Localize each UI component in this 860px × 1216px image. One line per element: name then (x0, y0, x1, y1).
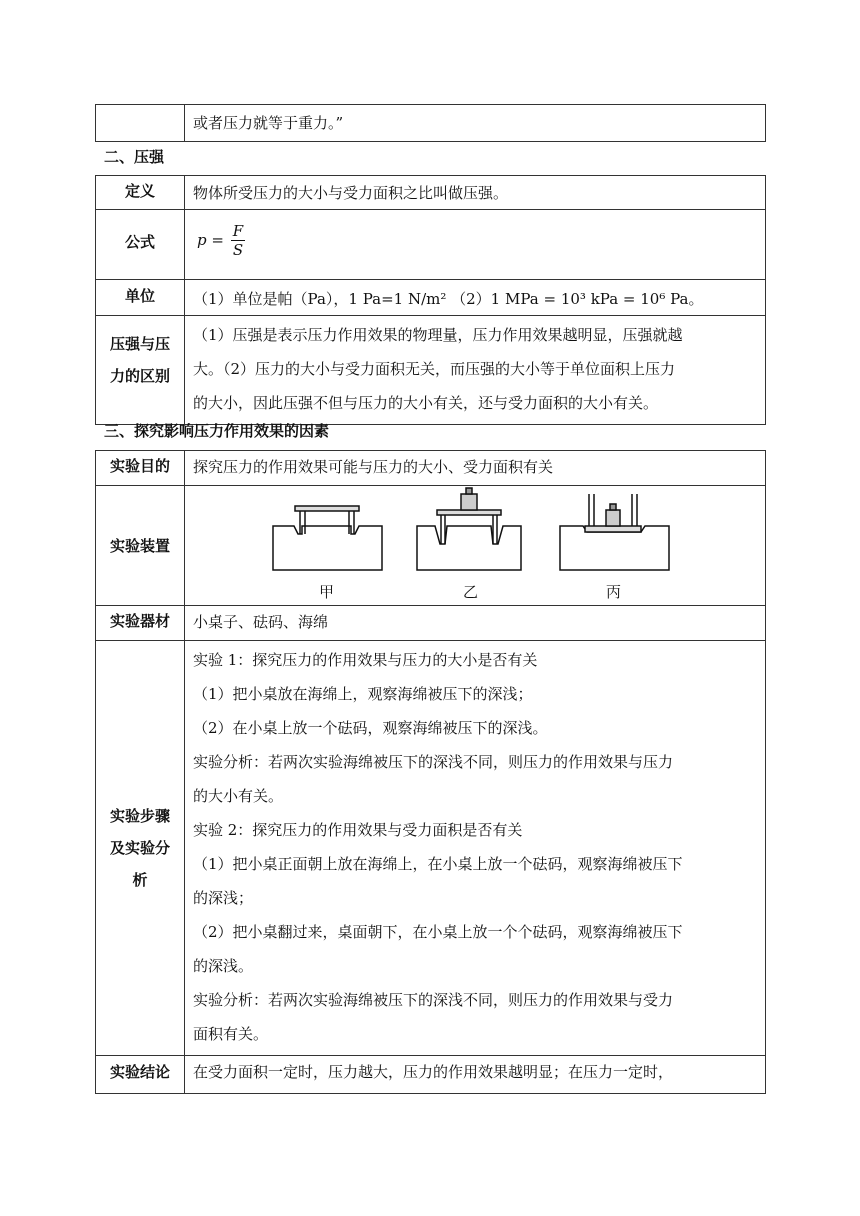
steps-label-2: 及实验分 (109, 839, 170, 857)
equipment-value: 小桌子、砝码、海绵 (193, 613, 329, 631)
steps-label-1: 实验步骤 (109, 807, 170, 825)
step-line: 的深浅； (193, 889, 254, 907)
equipment-key (96, 606, 185, 641)
conclusion-label: 实验结论 (109, 1063, 170, 1081)
step-line: 实验 2：探究压力的作用效果与受力面积是否有关 (193, 821, 523, 839)
section3-heading: 三、探究影响压力作用效果的因素 (104, 422, 330, 440)
unit-key (96, 280, 185, 316)
formula (197, 222, 245, 259)
unit-cell (185, 280, 766, 316)
conclusion-key (96, 1056, 185, 1094)
unit-value: （1）单位是帕（Pa），1 Pa=1 N/m² （2）1 MPa = 10³ kPa = 10⁶ Pa。 (193, 290, 704, 308)
sponge-yi (417, 488, 521, 570)
step-line: 的深浅。 (193, 957, 254, 975)
experiment-table (95, 450, 766, 1094)
difference-cell (185, 316, 766, 425)
difference-line: 大。（2）压力的大小与受力面积无关，而压强的大小等于单位面积上压力 (193, 360, 676, 378)
formula-fraction (231, 222, 245, 259)
difference-label-2: 力的区别 (109, 367, 170, 385)
purpose-cell (185, 451, 766, 486)
purpose-label: 实验目的 (109, 457, 170, 475)
formula-equals: = (211, 230, 224, 249)
formula-label: 公式 (124, 233, 155, 251)
equipment-label: 实验器材 (109, 612, 170, 630)
definition-cell (185, 176, 766, 210)
top-empty-cell (96, 105, 185, 142)
step-line: 的大小有关。 (193, 787, 284, 805)
step-line: （1）把小桌放在海绵上，观察海绵被压下的深浅； (193, 685, 533, 703)
pressure-table (95, 175, 766, 425)
steps-label-3: 析 (132, 871, 148, 889)
top-table (95, 104, 766, 142)
definition-label: 定义 (124, 182, 155, 200)
section2-heading: 二、压强 (104, 148, 165, 166)
top-text: 或者压力就等于重力。” (193, 114, 344, 132)
difference-line: （1）压强是表示压力作用效果的物理量，压力作用效果越明显，压强就越 (193, 326, 683, 344)
definition-key (96, 176, 185, 210)
purpose-key (96, 451, 185, 486)
apparatus-label: 实验装置 (109, 536, 170, 555)
label-bing: 丙 (606, 583, 622, 601)
top-text-cell (185, 105, 766, 142)
formula-cell (185, 210, 766, 280)
step-line: 面积有关。 (193, 1025, 269, 1043)
steps-key (96, 641, 185, 1056)
formula-key (96, 210, 185, 280)
difference-label-1: 压强与压 (109, 335, 170, 353)
conclusion-cell (185, 1056, 766, 1094)
equipment-cell (185, 606, 766, 641)
step-line: （1）把小桌正面朝上放在海绵上，在小桌上放一个砝码，观察海绵被压下 (193, 855, 683, 873)
step-line: 实验 1：探究压力的作用效果与压力的大小是否有关 (193, 651, 538, 669)
sponge-bing (560, 494, 669, 570)
conclusion-value: 在受力面积一定时，压力越大，压力的作用效果越明显；在压力一定时， (193, 1063, 674, 1081)
step-line: （2）把小桌翻过来，桌面朝下，在小桌上放一个个砝码，观察海绵被压下 (193, 923, 683, 941)
apparatus-key (96, 486, 185, 606)
definition-value: 物体所受压力的大小与受力面积之比叫做压强。 (193, 184, 509, 202)
formula-numerator: F (232, 222, 244, 240)
apparatus-cell (185, 486, 766, 606)
formula-lhs: p (197, 230, 207, 249)
difference-line: 的大小，因此压强不但与压力的大小有关，还与受力面积的大小有关。 (193, 394, 659, 412)
formula-denominator: S (232, 241, 244, 259)
difference-key (96, 316, 185, 425)
unit-label: 单位 (124, 287, 155, 305)
purpose-value: 探究压力的作用效果可能与压力的大小、受力面积有关 (193, 458, 554, 476)
step-line: 实验分析：若两次实验海绵被压下的深浅不同，则压力的作用效果与受力 (193, 991, 674, 1009)
label-yi: 乙 (463, 583, 479, 601)
step-line: （2）在小桌上放一个砝码，观察海绵被压下的深浅。 (193, 719, 548, 737)
label-jia: 甲 (319, 583, 335, 601)
sponge-jia (273, 506, 382, 570)
steps-cell (185, 641, 766, 1056)
step-line: 实验分析：若两次实验海绵被压下的深浅不同，则压力的作用效果与压力 (193, 753, 674, 771)
